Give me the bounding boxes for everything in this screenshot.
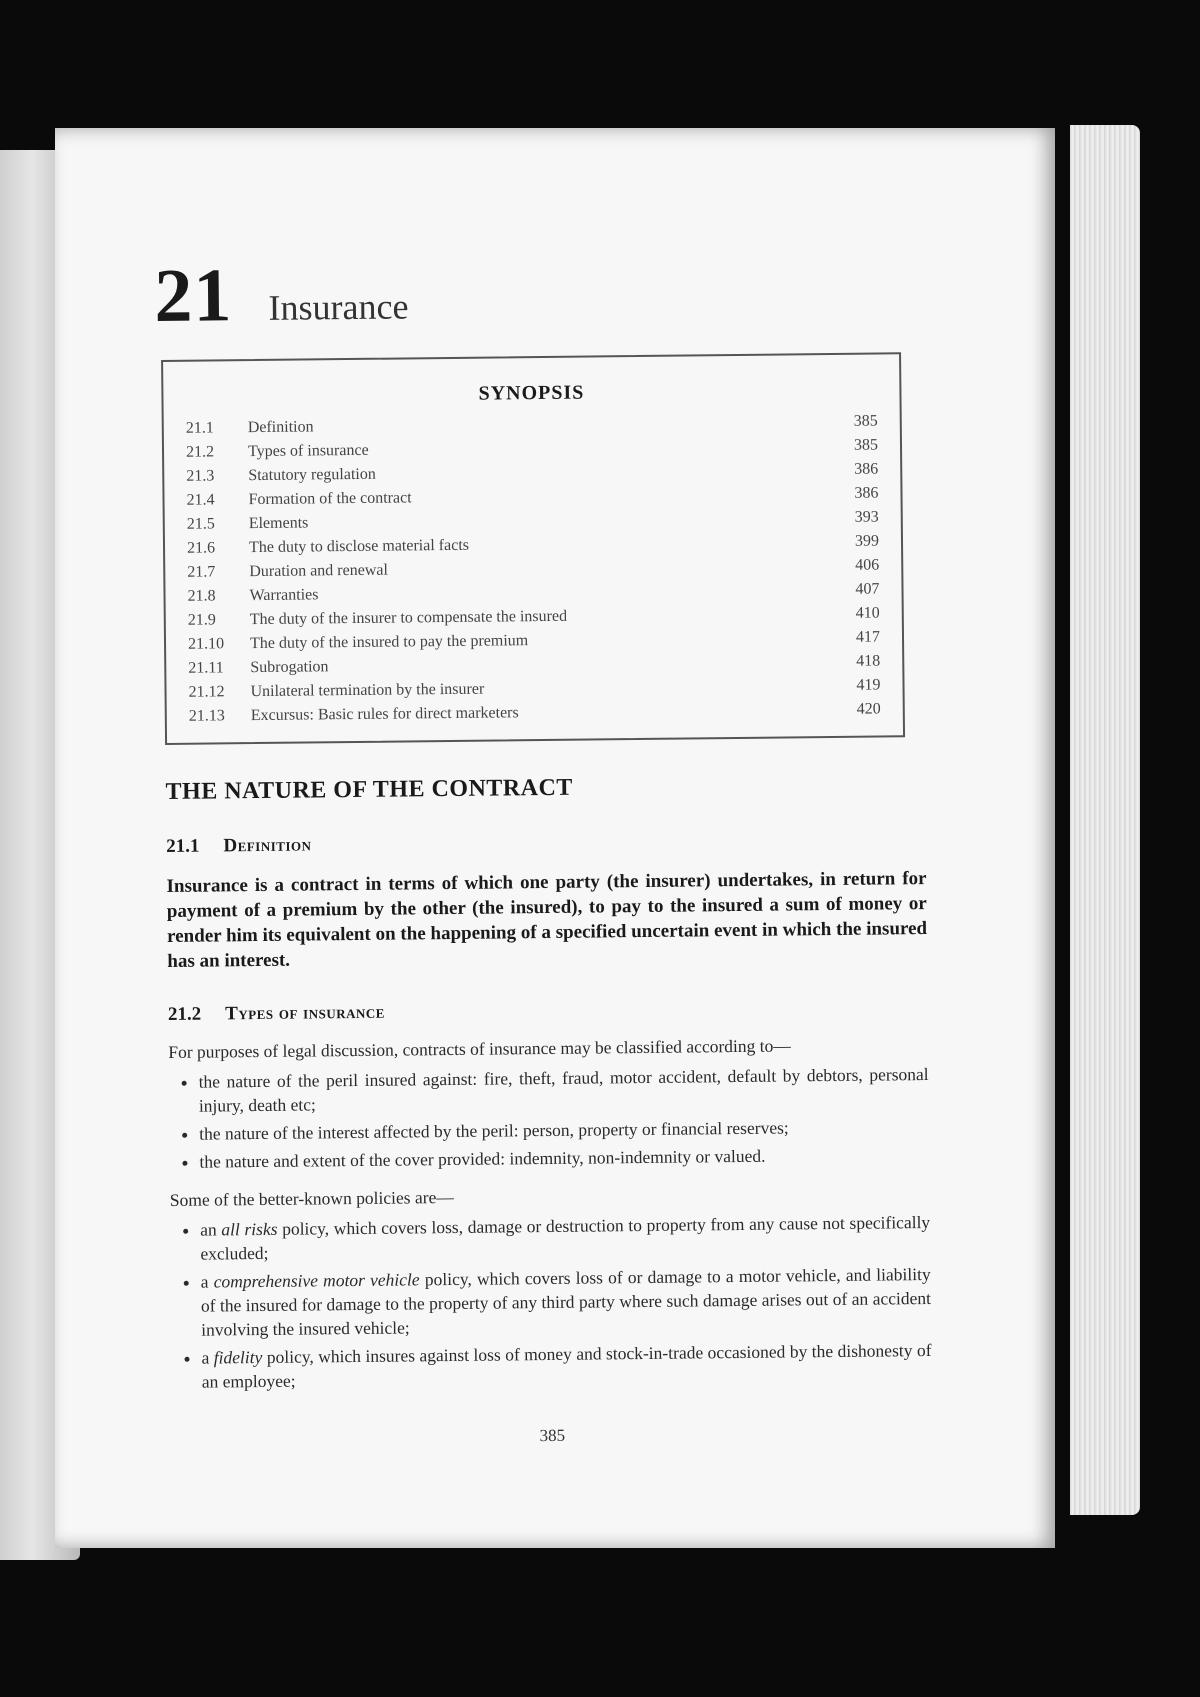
chapter-number: 21 <box>153 253 233 339</box>
policy-pre: a <box>201 1347 214 1368</box>
policy-desc: policy, which insures against loss of money and stock-in-trade occasioned by the dishonesty of an employee; <box>201 1339 932 1392</box>
page-stack-edge <box>1070 125 1140 1515</box>
synopsis-entry-number: 21.12 <box>188 683 225 701</box>
policies-intro: Some of the better-known policies are— <box>169 1186 454 1210</box>
synopsis-entry-number: 21.7 <box>187 563 216 581</box>
synopsis-entry-number: 21.6 <box>186 539 216 557</box>
synopsis-entry-number: 21.13 <box>188 707 225 725</box>
section-name: Types of insurance <box>225 1001 386 1025</box>
synopsis-entry-title: The duty of the insured to pay the premium <box>249 632 529 653</box>
synopsis-box <box>161 352 905 745</box>
list-item: • the nature and extent of the cover provided: indemnity, non-indemnity or valued. <box>199 1142 929 1174</box>
synopsis-entry-page: 420 <box>856 700 881 718</box>
synopsis-entry-page: 386 <box>854 460 879 478</box>
synopsis-title: SYNOPSIS <box>478 381 585 405</box>
synopsis-entry-page: 385 <box>853 436 879 454</box>
synopsis-entry-page: 399 <box>854 532 880 550</box>
synopsis-entry-page: 407 <box>855 580 880 598</box>
synopsis-entry-title: Definition <box>247 418 314 437</box>
synopsis-entry-page: 410 <box>855 604 880 622</box>
types-intro: For purposes of legal discussion, contracts of insurance may be classified according to— <box>168 1035 791 1062</box>
synopsis-entry-title: Duration and renewal <box>249 561 388 581</box>
synopsis-entry-number: 21.5 <box>186 515 215 533</box>
section-name: Definition <box>223 834 312 857</box>
synopsis-entry-page: 393 <box>854 508 879 526</box>
section-number: 21.2 <box>167 1003 202 1025</box>
synopsis-entry-number: 21.9 <box>187 611 216 629</box>
synopsis-entry-page: 419 <box>856 676 881 694</box>
synopsis-entry-title: Warranties <box>249 586 319 605</box>
list-item <box>201 1338 931 1394</box>
synopsis-entry-title: Statutory regulation <box>248 465 376 485</box>
synopsis-entry-page: 418 <box>856 652 881 670</box>
list-item <box>200 1210 930 1266</box>
chapter-heading <box>153 250 921 339</box>
synopsis-entry-title: The duty to disclose material facts <box>248 536 470 557</box>
synopsis-entry-number: 21.2 <box>185 443 215 461</box>
policy-desc: policy, which covers loss, damage or destruction to property from any cause not specifically excluded; <box>200 1211 931 1264</box>
section-number: 21.1 <box>166 835 200 857</box>
synopsis-entry-number: 21.10 <box>187 635 225 653</box>
list-item: • the nature of the interest affected by the peril: person, property or financial reserves; <box>199 1114 929 1146</box>
synopsis-entry-number: 21.11 <box>188 659 224 677</box>
synopsis-entry-page: 417 <box>855 628 881 646</box>
section-heading-types <box>168 996 928 1026</box>
classification-list <box>169 1062 930 1174</box>
list-item <box>201 1262 932 1342</box>
synopsis-entry-title: Formation of the contract <box>248 489 412 509</box>
section-heading-definition <box>166 828 926 858</box>
policy-pre: an <box>200 1219 222 1240</box>
synopsis-entry-title: Unilateral termination by the insurer <box>250 680 485 701</box>
policy-pre: a <box>200 1271 214 1292</box>
synopsis-entry-title: Types of insurance <box>247 441 369 461</box>
synopsis-entry-title: Elements <box>248 514 309 533</box>
policy-desc: policy, which covers loss of or damage to a motor vehicle, and liability of the insured for damage to the property of any third party where such damage arises out of an accident involving the insured vehicle; <box>200 1263 932 1340</box>
part-heading: THE NATURE OF THE CONTRACT <box>165 774 573 805</box>
policies-list <box>170 1210 932 1394</box>
list-item: • the nature of the peril insured against: fire, theft, fraud, motor accident, default by debtors, personal injury, death etc; <box>199 1062 929 1118</box>
policy-name: all risks <box>221 1218 278 1240</box>
synopsis-entry-title: The duty of the insurer to compensate the insured <box>249 607 568 629</box>
page-content <box>153 250 932 1450</box>
chapter-title: Insurance <box>268 286 409 328</box>
synopsis-entry-number: 21.3 <box>186 467 215 485</box>
synopsis-entry-number: 21.4 <box>186 491 215 509</box>
synopsis-list <box>186 409 881 728</box>
definition-text: Insurance is a contract in terms of which one party (the insurer) undertakes, in return for payment of a premium by the other (the insured), to pay to the insured a sum of money or render him its equivalent on the happening of a specified uncertain event in which the insured has an interest. <box>166 868 928 972</box>
synopsis-entry-title: Subrogation <box>250 658 329 677</box>
synopsis-entry-number: 21.1 <box>185 419 214 437</box>
synopsis-entry-page: 385 <box>853 412 878 430</box>
synopsis-entry-number: 21.8 <box>187 587 216 605</box>
synopsis-entry-title: Excursus: Basic rules for direct marketers <box>250 704 519 725</box>
page-number: 385 <box>539 1425 566 1446</box>
synopsis-entry-page: 386 <box>854 484 879 502</box>
policy-name: comprehensive motor vehicle <box>213 1269 420 1292</box>
synopsis-entry-page: 406 <box>855 556 880 574</box>
policy-name: fidelity <box>213 1346 263 1368</box>
